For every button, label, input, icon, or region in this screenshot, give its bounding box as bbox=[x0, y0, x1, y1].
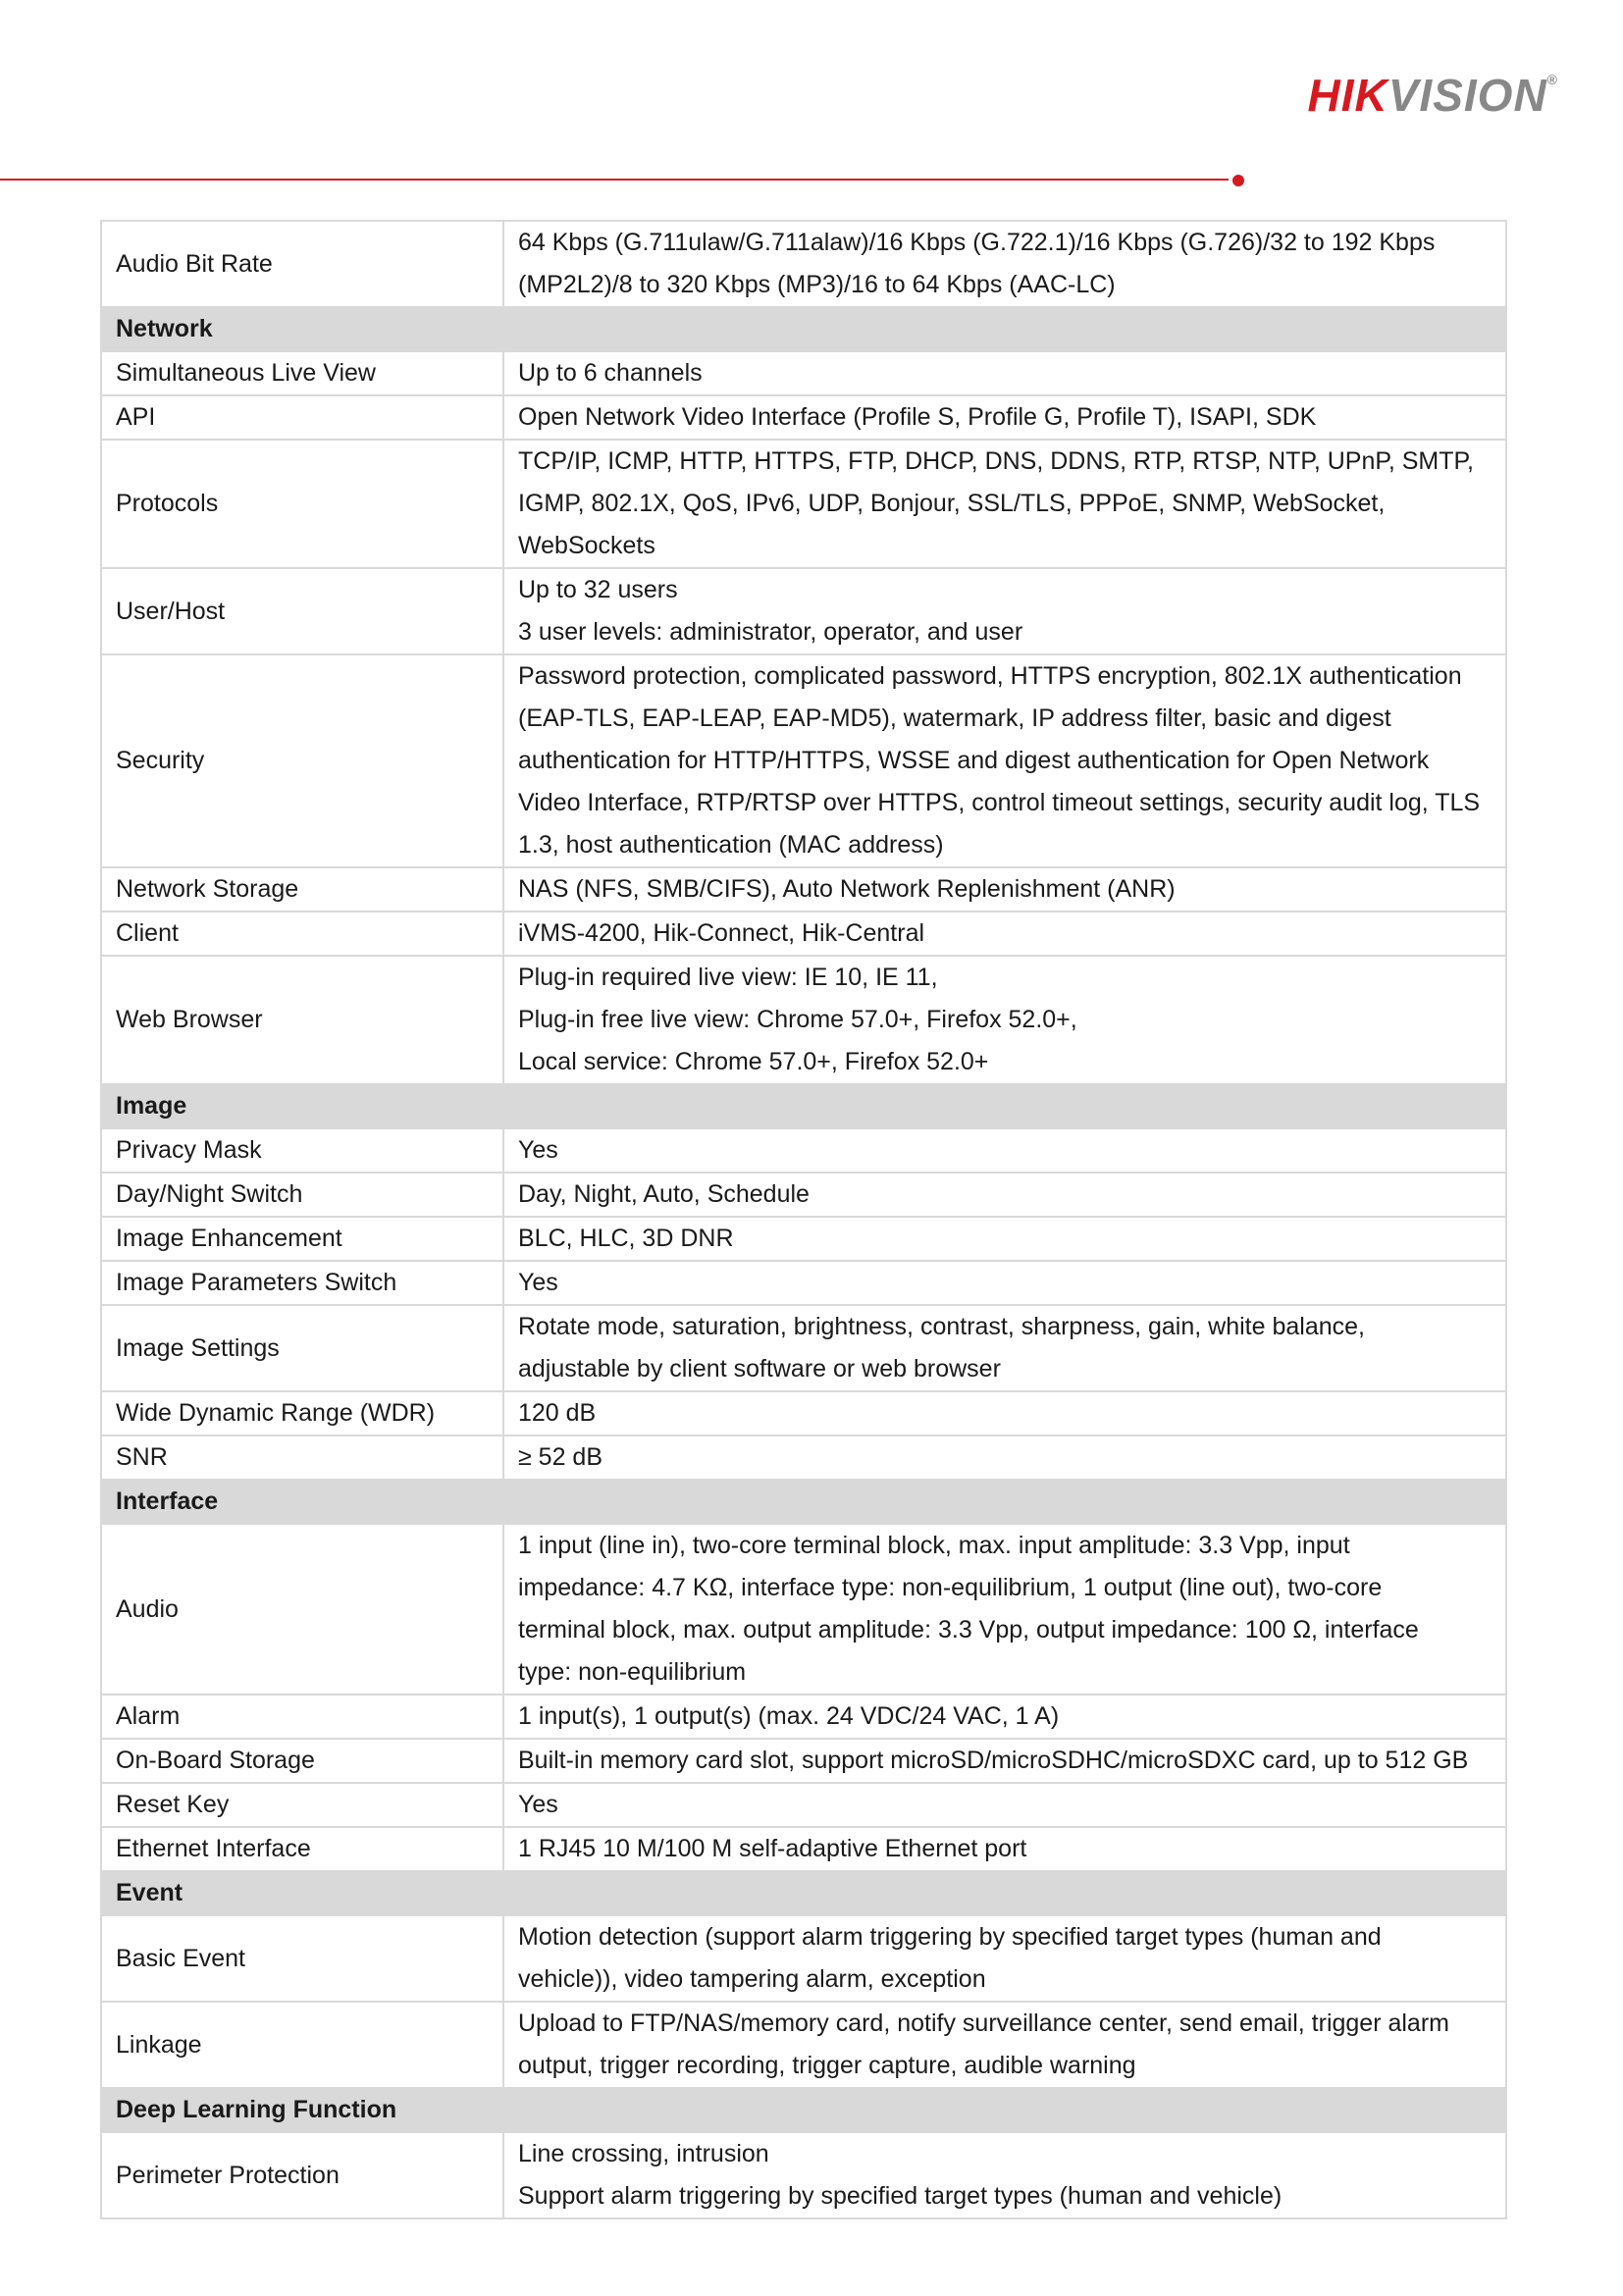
spec-value-line: authentication for HTTP/HTTPS, WSSE and digest authentication for Open Network bbox=[518, 747, 1430, 774]
spec-value-line: Up to 32 users bbox=[518, 576, 678, 603]
spec-label: Image Enhancement bbox=[101, 1217, 503, 1261]
spec-value-line: 1.3, host authentication (MAC address) bbox=[518, 831, 944, 859]
spec-label: Reset Key bbox=[101, 1783, 503, 1827]
spec-value-line: type: non-equilibrium bbox=[518, 1658, 747, 1686]
spec-row bbox=[101, 1261, 1506, 1305]
spec-value-line: adjustable by client software or web browser bbox=[518, 1355, 1001, 1383]
spec-value bbox=[503, 351, 1506, 395]
spec-label: SNR bbox=[101, 1435, 503, 1480]
section-header-row bbox=[101, 1871, 1506, 1915]
spec-value bbox=[503, 1173, 1506, 1217]
spec-label: Basic Event bbox=[101, 1915, 503, 2002]
spec-value-line: iVMS-4200, Hik-Connect, Hik-Central bbox=[518, 919, 925, 947]
logo-registered-mark: ® bbox=[1546, 72, 1558, 87]
spec-value bbox=[503, 1827, 1506, 1871]
spec-row bbox=[101, 956, 1506, 1084]
spec-value-line: terminal block, max. output amplitude: 3.3 Vpp, output impedance: 100 Ω, interface bbox=[518, 1616, 1419, 1644]
spec-value-line: Plug-in free live view: Chrome 57.0+, Firefox 52.0+, bbox=[518, 1006, 1077, 1033]
spec-label: On-Board Storage bbox=[101, 1739, 503, 1783]
spec-value bbox=[503, 1128, 1506, 1173]
spec-value-line: NAS (NFS, SMB/CIFS), Auto Network Replenishment (ANR) bbox=[518, 875, 1176, 903]
spec-value bbox=[503, 1695, 1506, 1739]
spec-value-line: Support alarm triggering by specified target types (human and vehicle) bbox=[518, 2182, 1283, 2210]
specification-table-body bbox=[101, 221, 1506, 2218]
spec-label: Ethernet Interface bbox=[101, 1827, 503, 1871]
spec-label: Perimeter Protection bbox=[101, 2132, 503, 2218]
spec-row bbox=[101, 2002, 1506, 2088]
spec-value-line: Open Network Video Interface (Profile S, Profile G, Profile T), ISAPI, SDK bbox=[518, 403, 1317, 431]
spec-row bbox=[101, 1695, 1506, 1739]
spec-value bbox=[503, 1524, 1506, 1695]
spec-label: Protocols bbox=[101, 440, 503, 568]
spec-row bbox=[101, 1435, 1506, 1480]
spec-value-line: Line crossing, intrusion bbox=[518, 2140, 769, 2167]
spec-label: Day/Night Switch bbox=[101, 1173, 503, 1217]
spec-value bbox=[503, 867, 1506, 912]
header-divider-line bbox=[0, 179, 1229, 181]
spec-value-line: Plug-in required live view: IE 10, IE 11, bbox=[518, 964, 938, 991]
spec-value-line: output, trigger recording, trigger capture, audible warning bbox=[518, 2052, 1136, 2079]
spec-value bbox=[503, 1739, 1506, 1783]
hikvision-logo bbox=[1307, 70, 1559, 121]
spec-value-line: (EAP-TLS, EAP-LEAP, EAP-MD5), watermark, IP address filter, basic and digest bbox=[518, 704, 1391, 732]
section-title: Deep Learning Function bbox=[101, 2088, 1506, 2132]
spec-label: Network Storage bbox=[101, 867, 503, 912]
spec-value-line: 1 input(s), 1 output(s) (max. 24 VDC/24 VAC, 1 A) bbox=[518, 1702, 1060, 1730]
spec-value-line: 120 dB bbox=[518, 1399, 597, 1427]
spec-value-line: impedance: 4.7 KΩ, interface type: non-equilibrium, 1 output (line out), two-core bbox=[518, 1574, 1383, 1601]
spec-value-line: 1 input (line in), two-core terminal block, max. input amplitude: 3.3 Vpp, input bbox=[518, 1532, 1350, 1559]
spec-label: Wide Dynamic Range (WDR) bbox=[101, 1391, 503, 1435]
spec-value-line: Local service: Chrome 57.0+, Firefox 52.0+ bbox=[518, 1048, 989, 1075]
spec-row bbox=[101, 2132, 1506, 2218]
spec-row bbox=[101, 1827, 1506, 1871]
spec-value bbox=[503, 1391, 1506, 1435]
spec-value bbox=[503, 221, 1506, 307]
spec-value bbox=[503, 654, 1506, 867]
spec-row bbox=[101, 221, 1506, 307]
section-title: Interface bbox=[101, 1480, 1506, 1524]
spec-value-line: Password protection, complicated password, HTTPS encryption, 802.1X authentication bbox=[518, 662, 1462, 690]
logo-text-red: HIK bbox=[1307, 70, 1388, 121]
spec-value bbox=[503, 956, 1506, 1084]
spec-row bbox=[101, 654, 1506, 867]
spec-row bbox=[101, 1305, 1506, 1391]
spec-value-line: TCP/IP, ICMP, HTTP, HTTPS, FTP, DHCP, DNS, DDNS, RTP, RTSP, NTP, UPnP, SMTP, bbox=[518, 447, 1474, 475]
spec-row bbox=[101, 440, 1506, 568]
spec-label: Audio Bit Rate bbox=[101, 221, 503, 307]
spec-value-line: ≥ 52 dB bbox=[518, 1443, 602, 1471]
spec-row bbox=[101, 351, 1506, 395]
spec-value bbox=[503, 1915, 1506, 2002]
spec-label: Audio bbox=[101, 1524, 503, 1695]
spec-value-line: Video Interface, RTP/RTSP over HTTPS, control timeout settings, security audit log, TLS bbox=[518, 789, 1481, 816]
spec-value bbox=[503, 1261, 1506, 1305]
section-header-row bbox=[101, 2088, 1506, 2132]
spec-row bbox=[101, 912, 1506, 956]
spec-value-line: Motion detection (support alarm triggering by specified target types (human and bbox=[518, 1923, 1382, 1951]
spec-value-line: 64 Kbps (G.711ulaw/G.711alaw)/16 Kbps (G.722.1)/16 Kbps (G.726)/32 to 192 Kbps bbox=[518, 229, 1436, 256]
spec-value-line: Up to 6 channels bbox=[518, 359, 703, 387]
spec-value bbox=[503, 1783, 1506, 1827]
spec-label: API bbox=[101, 395, 503, 440]
spec-row bbox=[101, 1391, 1506, 1435]
spec-value-line: Built-in memory card slot, support microSD/microSDHC/microSDXC card, up to 512 GB bbox=[518, 1747, 1469, 1774]
spec-row bbox=[101, 867, 1506, 912]
specification-table bbox=[100, 220, 1507, 2219]
spec-label: Alarm bbox=[101, 1695, 503, 1739]
spec-value-line: 3 user levels: administrator, operator, and user bbox=[518, 618, 1023, 646]
spec-value bbox=[503, 1435, 1506, 1480]
spec-value bbox=[503, 395, 1506, 440]
spec-value-line: Yes bbox=[518, 1269, 558, 1296]
spec-value bbox=[503, 1305, 1506, 1391]
spec-value bbox=[503, 1217, 1506, 1261]
spec-label: Client bbox=[101, 912, 503, 956]
spec-value-line: vehicle)), video tampering alarm, exception bbox=[518, 1965, 986, 1993]
spec-row bbox=[101, 1783, 1506, 1827]
header-divider-dot bbox=[1232, 175, 1244, 186]
spec-value bbox=[503, 2132, 1506, 2218]
spec-value bbox=[503, 912, 1506, 956]
spec-value-line: (MP2L2)/8 to 320 Kbps (MP3)/16 to 64 Kbps (AAC-LC) bbox=[518, 271, 1116, 298]
section-header-row bbox=[101, 307, 1506, 351]
spec-value-line: IGMP, 802.1X, QoS, IPv6, UDP, Bonjour, SSL/TLS, PPPoE, SNMP, WebSocket, bbox=[518, 490, 1386, 517]
spec-value bbox=[503, 568, 1506, 654]
spec-row bbox=[101, 1128, 1506, 1173]
spec-label: Linkage bbox=[101, 2002, 503, 2088]
spec-value bbox=[503, 2002, 1506, 2088]
logo-text-grey: VISION bbox=[1387, 70, 1547, 121]
spec-value-line: BLC, HLC, 3D DNR bbox=[518, 1225, 734, 1252]
spec-row bbox=[101, 1173, 1506, 1217]
section-header-row bbox=[101, 1480, 1506, 1524]
section-title: Event bbox=[101, 1871, 1506, 1915]
spec-row bbox=[101, 1915, 1506, 2002]
spec-label: Web Browser bbox=[101, 956, 503, 1084]
section-title: Image bbox=[101, 1084, 1506, 1128]
spec-value bbox=[503, 440, 1506, 568]
spec-label: Image Settings bbox=[101, 1305, 503, 1391]
spec-value-line: Day, Night, Auto, Schedule bbox=[518, 1180, 810, 1208]
spec-label: Image Parameters Switch bbox=[101, 1261, 503, 1305]
spec-value-line: Yes bbox=[518, 1791, 558, 1818]
section-header-row bbox=[101, 1084, 1506, 1128]
spec-label: Security bbox=[101, 654, 503, 867]
spec-label: Privacy Mask bbox=[101, 1128, 503, 1173]
spec-value-line: WebSockets bbox=[518, 532, 655, 559]
spec-value-line: Rotate mode, saturation, brightness, contrast, sharpness, gain, white balance, bbox=[518, 1313, 1365, 1340]
spec-row bbox=[101, 395, 1506, 440]
spec-value-line: Yes bbox=[518, 1136, 558, 1164]
section-title: Network bbox=[101, 307, 1506, 351]
spec-row bbox=[101, 568, 1506, 654]
spec-row bbox=[101, 1524, 1506, 1695]
spec-value-line: Upload to FTP/NAS/memory card, notify surveillance center, send email, trigger alarm bbox=[518, 2009, 1449, 2037]
spec-row bbox=[101, 1739, 1506, 1783]
spec-label: User/Host bbox=[101, 568, 503, 654]
spec-label: Simultaneous Live View bbox=[101, 351, 503, 395]
spec-value-line: 1 RJ45 10 M/100 M self-adaptive Ethernet port bbox=[518, 1835, 1027, 1862]
spec-row bbox=[101, 1217, 1506, 1261]
